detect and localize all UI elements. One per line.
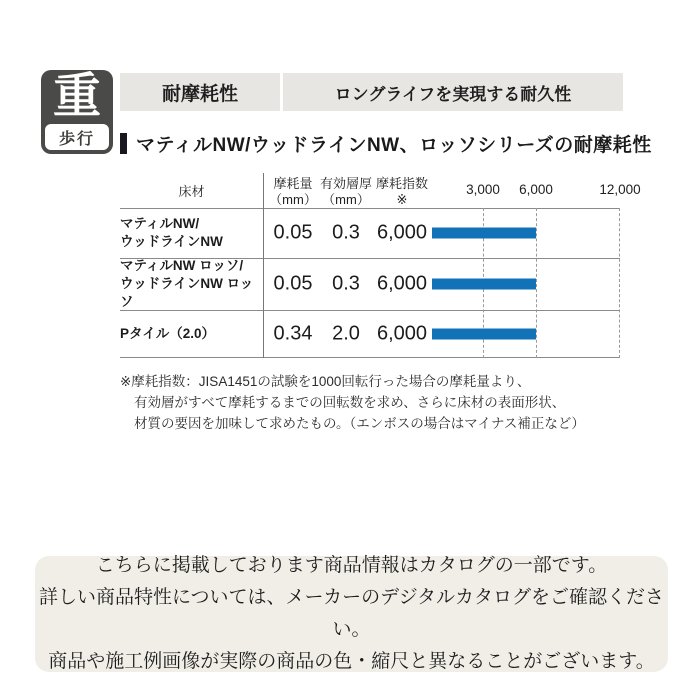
title-marker bbox=[120, 133, 127, 154]
abrasion-bar bbox=[432, 228, 536, 239]
layer-thickness-value: 0.3 bbox=[332, 272, 360, 295]
heavy-traffic-badge-label: 歩行 bbox=[45, 124, 109, 150]
heavy-traffic-icon: 重 bbox=[52, 70, 101, 123]
col-header-index-line1: 摩耗指数 bbox=[375, 176, 428, 191]
col-header-wear-unit: （mm） bbox=[269, 192, 317, 207]
table-row bbox=[120, 208, 620, 258]
abrasion-bar bbox=[432, 328, 536, 339]
section-title bbox=[120, 130, 652, 157]
material-name bbox=[120, 310, 263, 357]
feature-subtitle: ロングライフを実現する耐久性 bbox=[334, 84, 572, 104]
notice-line3: 商品や施工例画像が実際の商品の色・縮尺と異なることがございます。 bbox=[48, 651, 655, 672]
col-header-wear bbox=[265, 176, 321, 208]
abrasion-index-value: 6,000 bbox=[376, 272, 428, 295]
table-line bbox=[120, 357, 620, 358]
col-header-layer bbox=[318, 176, 374, 208]
abrasion-index-value: 6,000 bbox=[376, 322, 428, 344]
catalog-notice-box bbox=[35, 556, 668, 672]
material-name-line2: ウッドラインNW bbox=[120, 234, 223, 249]
col-header-index bbox=[374, 176, 430, 208]
col-header-layer-line1: 有効層厚 bbox=[319, 176, 372, 191]
table-row bbox=[120, 258, 620, 310]
section-title-text: マティルNW/ウッドラインNW、ロッソシリーズの耐摩耗性 bbox=[136, 135, 652, 156]
col-header-wear-line1: 摩耗量 bbox=[273, 176, 313, 191]
footnote-line2: 有効層がすべて摩耗するまでの回転数を求め、さらに床材の表面形状、 bbox=[134, 395, 566, 410]
material-name bbox=[120, 258, 263, 310]
material-name-line1: マティルNW ロッソ/ bbox=[120, 258, 244, 273]
feature-title: 耐摩耗性 bbox=[161, 83, 238, 105]
axis-tick-12000: 12,000 bbox=[599, 182, 641, 197]
material-name-line2: ウッドラインNW ロッソ bbox=[120, 276, 254, 309]
col-header-layer-unit: （mm） bbox=[322, 192, 370, 207]
notice-line2: 詳しい商品特性については、メーカーのデジタルカタログをご確認ください。 bbox=[38, 587, 665, 640]
wear-amount-value: 0.05 bbox=[273, 272, 313, 295]
heavy-traffic-badge bbox=[41, 70, 113, 154]
footnote-line1: ※摩耗指数：JISA1451の試験を1000回転行った場合の摩耗量より、 bbox=[120, 374, 531, 389]
material-name-line1: Pタイル（2.0） bbox=[120, 325, 216, 341]
col-header-index-note: ※ bbox=[396, 192, 408, 207]
abrasion-index-value: 6,000 bbox=[376, 221, 428, 244]
feature-header-bar bbox=[120, 73, 623, 111]
wear-amount-value: 0.34 bbox=[273, 322, 313, 344]
material-name-line1: マティルNW/ bbox=[120, 216, 200, 231]
axis-tick-6000: 6,000 bbox=[519, 182, 553, 197]
col-header-material: 床材 bbox=[178, 184, 205, 199]
axis-tick-3000: 3,000 bbox=[466, 182, 500, 197]
wear-amount-value: 0.05 bbox=[273, 221, 313, 244]
table-row bbox=[120, 310, 620, 357]
abrasion-table bbox=[120, 170, 641, 358]
footnote-line3: 材質の要因を加味して求めたもの。（エンボスの場合はマイナス補正など） bbox=[134, 416, 585, 431]
layer-thickness-value: 2.0 bbox=[332, 322, 360, 344]
material-name bbox=[120, 208, 263, 258]
abrasion-bar bbox=[432, 279, 536, 290]
notice-line1: こちらに掲載しております商品情報はカタログの一部です。 bbox=[95, 555, 608, 576]
layer-thickness-value: 0.3 bbox=[332, 221, 360, 244]
footnote bbox=[120, 371, 585, 434]
